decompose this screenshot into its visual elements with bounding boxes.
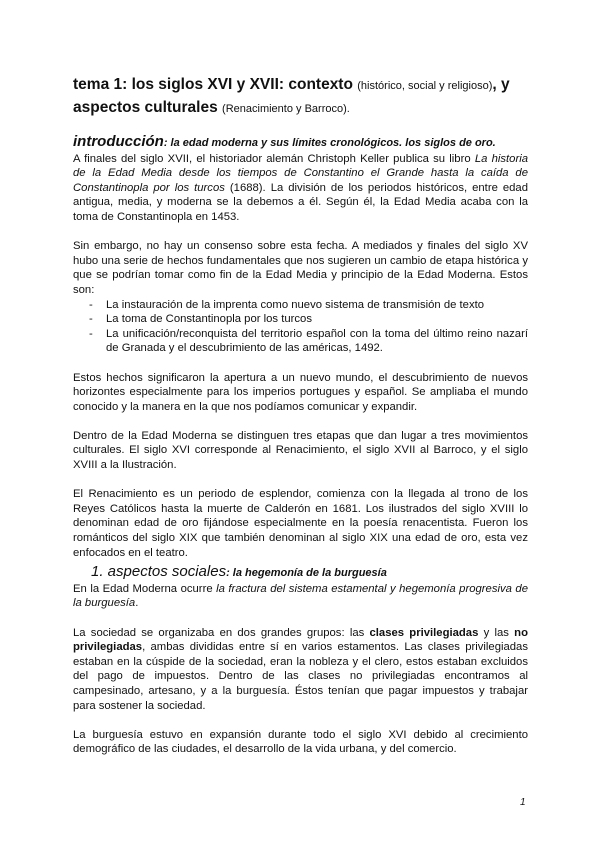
intro-paragraph-4: Dentro de la Edad Moderna se distinguen tres etapas que dan lugar a tres movimientos culturales. El siglo XVI corresponde al Renacimiento, el siglo XVII al Barroco, y el siglo XVIII a la Ilustración. <box>73 429 528 472</box>
s1-p2-text-a: La sociedad se organizaba en dos grandes grupos: las <box>73 626 370 639</box>
title-end: . <box>346 103 350 115</box>
s1-p2-text-d: , ambas divididas entre sí en varios estamentos. Las clases privilegiadas estaban en la cúspide de la sociedad, eran la nobleza y el clero, estos estaban excluidos del pago de impuestos. Dentro de las clases no privilegiadas encontramos al campesinado, artesano, y a la burguesía. Éstos tenían que pagar impuestos y trabajar para sostener la sociedad. <box>73 641 528 712</box>
spacer <box>73 225 528 240</box>
spacer <box>73 473 528 488</box>
title-paren-context: (histórico, social y religioso) <box>357 80 493 92</box>
intro-paragraph-2: Sin embargo, no hay un consenso sobre esta fecha. A mediados y finales del siglo XV hubo una serie de hechos fundamentales que nos sugieren un cambio de etapa histórica y que se podrían tomar como fin de la Edad Media y principio de la Edad Moderna. Estos son: <box>73 240 528 296</box>
intro-heading-main: introducción <box>73 133 164 150</box>
intro-paragraph-3: Estos hechos significaron la apertura a un nuevo mundo, el descubrimiento de nuevos horizontes especialmente para los imperios portugues y español. Se ampliaba el mundo conocido y la manera en la que nos podíamos comunicar y expandir. <box>73 371 528 413</box>
page-number: 1 <box>520 797 526 808</box>
spacer <box>73 356 528 371</box>
spacer <box>73 713 528 728</box>
s1-p2-bold-privileged: clases privilegiadas <box>369 626 479 639</box>
book-title: La historia de la Edad Media desde los tiempos de Constantino el Grande hasta la caída de Constantinopla por los turcos <box>73 152 529 194</box>
list-item: - La instauración de la imprenta como nuevo sistema de transmisión de texto <box>73 298 528 313</box>
section-1-heading <box>91 565 528 581</box>
title-main: tema 1: los siglos XVI y XVII: contexto <box>73 76 353 93</box>
intro-heading <box>73 135 528 151</box>
document-title <box>73 74 533 120</box>
section-1-paragraph-1 <box>73 582 528 611</box>
section-1-heading-main: 1. aspectos sociales <box>91 563 227 581</box>
section-1-paragraph-2 <box>73 626 528 714</box>
intro-paragraph-5: El Renacimiento es un periodo de esplendor, comienza con la llegada al trono de los Reyes Católicos hasta la muerte de Calderón en 1681. Los ilustrados del siglo XVIII lo denominan edad de oro fijándose especialmente en la poesía renacentista. Fueron los románticos del siglo XIX que también denominan al siglo XIX una edad de oro, esta vez enfocados en el teatro. <box>73 488 528 559</box>
s1-p1-emphasis: la fractura del sistema estamental y hegemonía progresiva de la burguesía <box>73 582 528 610</box>
s1-p2-bold-non-privileged: no privilegiadas <box>73 626 528 654</box>
s1-p1-text-b: . <box>135 597 139 610</box>
spacer <box>73 414 528 429</box>
s1-p2-text-c: y las <box>478 626 515 639</box>
section-1-paragraph-3: La burguesía estuvo en expansión durante todo el siglo XVI debido al crecimiento demográfico de las ciudades, el desarrollo de la vida urbana, y del comercio. <box>73 728 528 756</box>
intro-heading-sub: : la edad moderna y sus límites cronológicos. los siglos de oro. <box>163 137 496 149</box>
intro-paragraph-1 <box>73 152 528 225</box>
title-paren-movements: (Renacimiento y Barroco) <box>222 103 347 115</box>
intro-p1-text-a: A finales del siglo XVII, el historiador alemán Christoph Keller publica su libro <box>73 152 475 165</box>
document-body <box>73 135 528 757</box>
title-joiner: , y aspectos culturales <box>73 76 510 116</box>
events-list <box>73 298 528 356</box>
list-item: - La toma de Constantinopla por los turcos <box>73 312 528 327</box>
section-1-heading-sub: : la hegemonía de la burguesía <box>226 567 387 580</box>
intro-p1-text-b: (1688). La división de los periodos históricos, entre edad antigua, media, y moderna se la debemos a él. Según él, la Edad Media acaba con la toma de Constantinopla en 1453. <box>73 181 528 223</box>
list-item: - La unificación/reconquista del territorio español con la toma del último reino nazarí de Granada y el descubrimiento de las américas, 1492. <box>73 327 528 356</box>
spacer <box>73 611 528 626</box>
s1-p1-text-a: En la Edad Moderna ocurre <box>73 582 217 595</box>
